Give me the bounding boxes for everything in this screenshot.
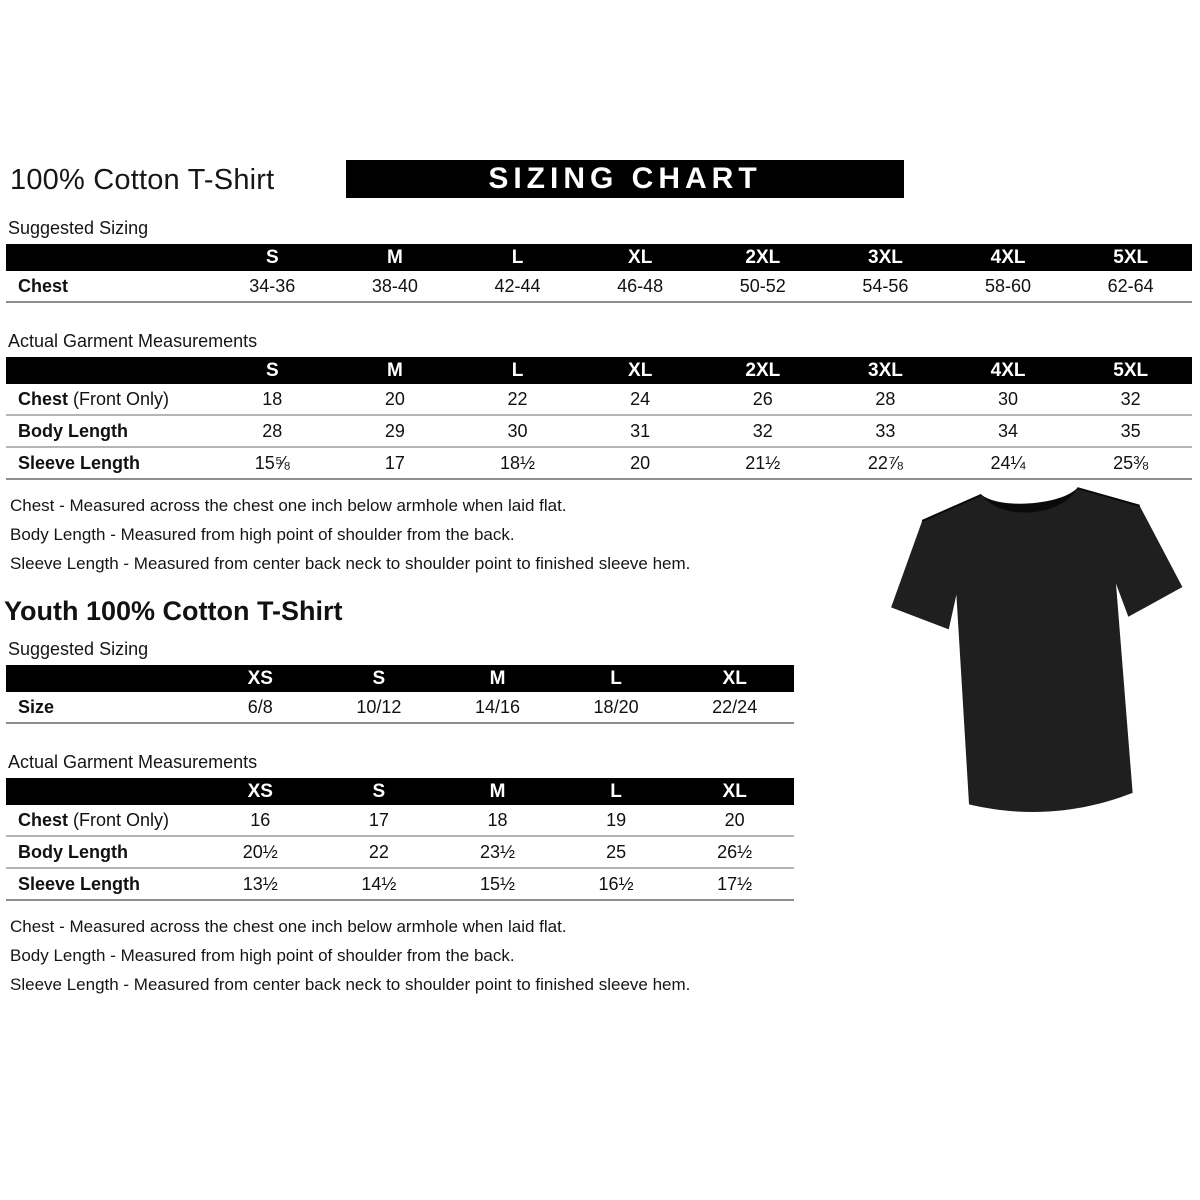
youth-notes [10,917,1200,995]
row-label: Chest (Front Only) [6,384,211,415]
measurement-value: 18½ [456,447,579,479]
measurement-row [6,868,794,900]
size-column-header: L [456,357,579,384]
row-label-header [6,244,211,271]
size-column-header: L [557,778,676,805]
sizing-chart-banner: SIZING CHART [346,160,904,198]
adult-actual-table [6,357,1192,480]
size-column-header: 3XL [824,244,947,271]
note-chest: Chest - Measured across the chest one inch below armhole when laid flat. [10,917,567,936]
measurement-row [6,805,794,836]
size-column-header: XL [579,357,702,384]
measurement-row [6,384,1192,415]
measurement-value: 14/16 [438,692,557,723]
measurement-value: 20 [334,384,457,415]
size-column-header: 4XL [947,357,1070,384]
size-column-header: XL [675,778,794,805]
measurement-value: 16½ [557,868,676,900]
size-column-header: S [211,357,334,384]
measurement-value: 15½ [438,868,557,900]
youth-actual-label: Actual Garment Measurements [8,752,258,772]
measurement-value: 17 [334,447,457,479]
youth-title: Youth 100% Cotton T-Shirt [4,596,343,626]
row-label: Sleeve Length [6,447,211,479]
size-column-header: 5XL [1069,357,1192,384]
measurement-value: 10/12 [320,692,439,723]
measurement-value: 17½ [675,868,794,900]
measurement-value: 15⅝ [211,447,334,479]
size-column-header: 2XL [702,357,825,384]
row-label: Body Length [6,836,201,868]
measurement-value: 22 [320,836,439,868]
measurement-value: 24 [579,384,702,415]
note-sleeve-length: Sleeve Length - Measured from center back neck to shoulder point to finished sleeve hem. [10,975,691,994]
measurement-value: 32 [702,415,825,447]
row-label-header [6,778,201,805]
row-label: Chest [6,271,211,302]
size-column-header: XS [201,778,320,805]
measurement-value: 19 [557,805,676,836]
row-label-header [6,665,201,692]
measurement-value: 24¼ [947,447,1070,479]
measurement-value: 13½ [201,868,320,900]
measurement-row [6,415,1192,447]
measurement-value: 20 [675,805,794,836]
tshirt-icon [878,464,1200,852]
measurement-value: 23½ [438,836,557,868]
row-label: Sleeve Length [6,868,201,900]
measurement-value: 31 [579,415,702,447]
measurement-value: 58-60 [947,271,1070,302]
size-column-header: S [320,665,439,692]
size-column-header: XL [579,244,702,271]
size-column-header: L [456,244,579,271]
adult-actual-label: Actual Garment Measurements [8,331,258,351]
size-column-header: M [334,357,457,384]
adult-suggested-table [6,244,1192,303]
measurement-value: 46-48 [579,271,702,302]
size-column-header: XL [675,665,794,692]
measurement-value: 30 [456,415,579,447]
measurement-value: 25 [557,836,676,868]
measurement-value: 26½ [675,836,794,868]
row-label: Size [6,692,201,723]
youth-suggested-label: Suggested Sizing [8,639,149,659]
youth-suggested-table [6,665,794,724]
size-column-header: 2XL [702,244,825,271]
youth-actual-table [6,778,794,901]
measurement-value: 30 [947,384,1070,415]
size-column-header: XS [201,665,320,692]
measurement-value: 17 [320,805,439,836]
measurement-value: 18 [211,384,334,415]
measurement-value: 54-56 [824,271,947,302]
measurement-value: 14½ [320,868,439,900]
size-column-header: 4XL [947,244,1070,271]
measurement-value: 20 [579,447,702,479]
size-column-header: M [334,244,457,271]
measurement-value: 35 [1069,415,1192,447]
size-column-header: 5XL [1069,244,1192,271]
measurement-value: 33 [824,415,947,447]
measurement-value: 20½ [201,836,320,868]
size-column-header: S [211,244,334,271]
size-column-header: M [438,778,557,805]
size-column-header: S [320,778,439,805]
row-label-header [6,357,211,384]
measurement-value: 28 [211,415,334,447]
adult-title: 100% Cotton T-Shirt [10,164,275,196]
measurement-row [6,692,794,723]
note-body-length: Body Length - Measured from high point of shoulder from the back. [10,946,515,965]
measurement-value: 6/8 [201,692,320,723]
measurement-value: 38-40 [334,271,457,302]
measurement-row [6,271,1192,302]
row-label: Chest (Front Only) [6,805,201,836]
measurement-value: 34 [947,415,1070,447]
measurement-value: 32 [1069,384,1192,415]
measurement-value: 34-36 [211,271,334,302]
measurement-row [6,836,794,868]
note-chest: Chest - Measured across the chest one inch below armhole when laid flat. [10,496,567,515]
size-column-header: 3XL [824,357,947,384]
measurement-value: 50-52 [702,271,825,302]
title-row [6,160,1194,206]
measurement-value: 29 [334,415,457,447]
measurement-value: 18/20 [557,692,676,723]
measurement-value: 18 [438,805,557,836]
size-column-header: L [557,665,676,692]
tshirt-image [878,464,1200,852]
note-body-length: Body Length - Measured from high point of shoulder from the back. [10,525,515,544]
measurement-value: 25⅜ [1069,447,1192,479]
measurement-value: 22 [456,384,579,415]
note-sleeve-length: Sleeve Length - Measured from center back neck to shoulder point to finished sleeve hem. [10,554,691,573]
measurement-row [6,447,1192,479]
measurement-value: 28 [824,384,947,415]
measurement-value: 16 [201,805,320,836]
measurement-value: 22/24 [675,692,794,723]
measurement-value: 62-64 [1069,271,1192,302]
row-label: Body Length [6,415,211,447]
measurement-value: 21½ [702,447,825,479]
adult-suggested-label: Suggested Sizing [8,218,149,238]
measurement-value: 26 [702,384,825,415]
measurement-value: 42-44 [456,271,579,302]
measurement-value: 22⅞ [824,447,947,479]
size-column-header: M [438,665,557,692]
